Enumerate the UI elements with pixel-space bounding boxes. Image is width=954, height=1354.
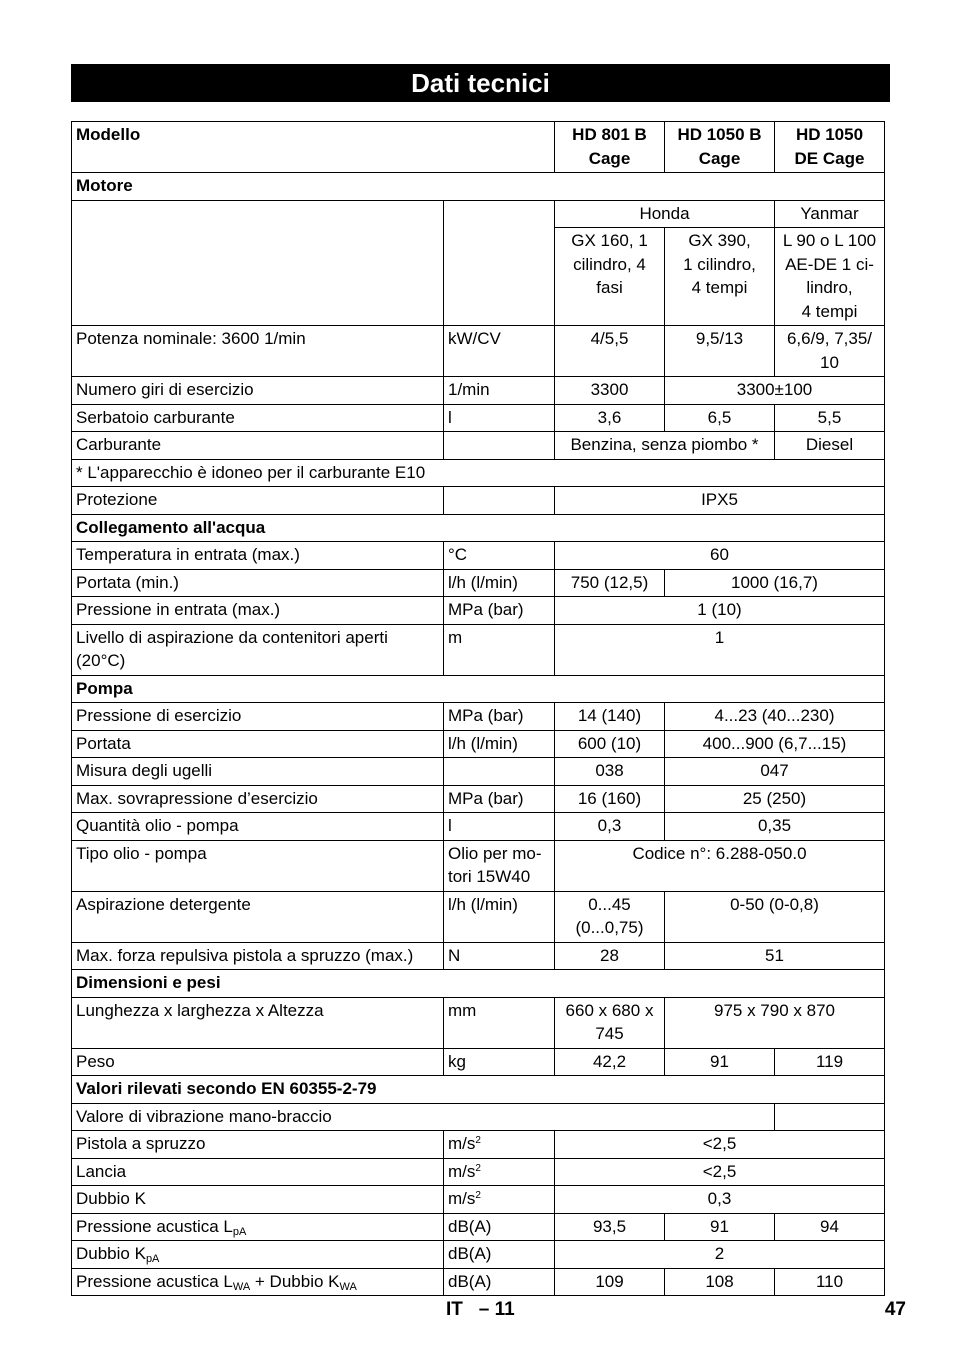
engine-type-1: GX 160, 1 cilindro, 4 fasi	[555, 228, 665, 326]
fuel-note: * L'apparecchio è idoneo per il carburante E10	[72, 459, 885, 487]
table-header-row	[72, 122, 885, 173]
section-row	[72, 514, 885, 542]
section-row	[72, 675, 885, 703]
page-title: Dati tecnici	[71, 64, 890, 102]
table-row: Serbatoio carburante l 3,6 6,5 5,5	[72, 404, 885, 432]
engine-type-3: L 90 o L 100 AE-DE 1 ci- lindro, 4 tempi	[775, 228, 885, 326]
engine-brand-yanmar: Yanmar	[775, 200, 885, 228]
header-model-label: Modello	[72, 122, 555, 173]
table-row: Valore di vibrazione mano-braccio	[72, 1103, 885, 1131]
engine-type-2: GX 390, 1 cilindro, 4 tempi	[665, 228, 775, 326]
header-model-1: HD 801 B Cage	[555, 122, 665, 173]
footer-language-page: IT – 11	[446, 1299, 515, 1320]
header-model-3: HD 1050 DE Cage	[775, 122, 885, 173]
table-row: Carburante Benzina, senza piombo * Diesel	[72, 432, 885, 460]
table-row: Numero giri di esercizio 1/min 3300 3300±100	[72, 377, 885, 405]
table-row: Portata l/h (l/min) 600 (10) 400...900 (6,7...15)	[72, 730, 885, 758]
table-row	[72, 200, 885, 228]
table-row: Potenza nominale: 3600 1/min kW/CV 4/5,5 9,5/13 6,6/9, 7,35/ 10	[72, 326, 885, 377]
engine-brand-honda: Honda	[555, 200, 775, 228]
table-row: Peso kg 42,2 91 119	[72, 1048, 885, 1076]
table-row: Pressione in entrata (max.) MPa (bar) 1 (10)	[72, 597, 885, 625]
table-row: Misura degli ugelli 038 047	[72, 758, 885, 786]
section-valori: Valori rilevati secondo EN 60355-2-79	[72, 1076, 885, 1104]
table-row: Max. sovrapressione d’esercizio MPa (bar) 16 (160) 25 (250)	[72, 785, 885, 813]
table-row: Pistola a spruzzo $m/s^2$ <2,5	[72, 1131, 885, 1159]
table-row: Quantità olio - pompa l 0,3 0,35	[72, 813, 885, 841]
table-row: Lancia $m/s^2$ <2,5	[72, 1158, 885, 1186]
table-row: Pressione acustica $L_{WA}$ + Dubbio $K_{WA}$ dB(A) 109 108 110	[72, 1268, 885, 1296]
table-row: Protezione IPX5	[72, 487, 885, 515]
section-dimensioni: Dimensioni e pesi	[72, 970, 885, 998]
section-pompa: Pompa	[72, 675, 885, 703]
table-row: Pressione di esercizio MPa (bar) 14 (140) 4...23 (40...230)	[72, 703, 885, 731]
section-row	[72, 173, 885, 201]
table-row: Pressione acustica $L_{pA}$ dB(A) 93,5 91 94	[72, 1213, 885, 1241]
table-row: Lunghezza x larghezza x Altezza mm 660 x 680 x 745 975 x 790 x 870	[72, 997, 885, 1048]
section-row	[72, 970, 885, 998]
table-row: Temperatura in entrata (max.) °C 60	[72, 542, 885, 570]
table-row	[72, 459, 885, 487]
table-row: Tipo olio - pompa Olio per mo- tori 15W40 Codice n°: 6.288-050.0	[72, 840, 885, 891]
technical-data-table	[71, 121, 885, 1296]
section-motore: Motore	[72, 173, 885, 201]
section-row	[72, 1076, 885, 1104]
header-model-2: HD 1050 B Cage	[665, 122, 775, 173]
footer-page-number: 47	[884, 1299, 906, 1320]
table-row: Max. forza repulsiva pistola a spruzzo (max.) N 28 51	[72, 942, 885, 970]
table-row: Dubbio K $m/s^2$ 0,3	[72, 1186, 885, 1214]
table-row: Portata (min.) l/h (l/min) 750 (12,5) 1000 (16,7)	[72, 569, 885, 597]
table-row: Aspirazione detergente l/h (l/min) 0...45 (0...0,75) 0-50 (0-0,8)	[72, 891, 885, 942]
table-row: Dubbio $K_{pA}$ dB(A) 2	[72, 1241, 885, 1269]
section-acqua: Collegamento all'acqua	[72, 514, 885, 542]
table-row: Livello di aspirazione da contenitori aperti (20°C) m 1	[72, 624, 885, 675]
